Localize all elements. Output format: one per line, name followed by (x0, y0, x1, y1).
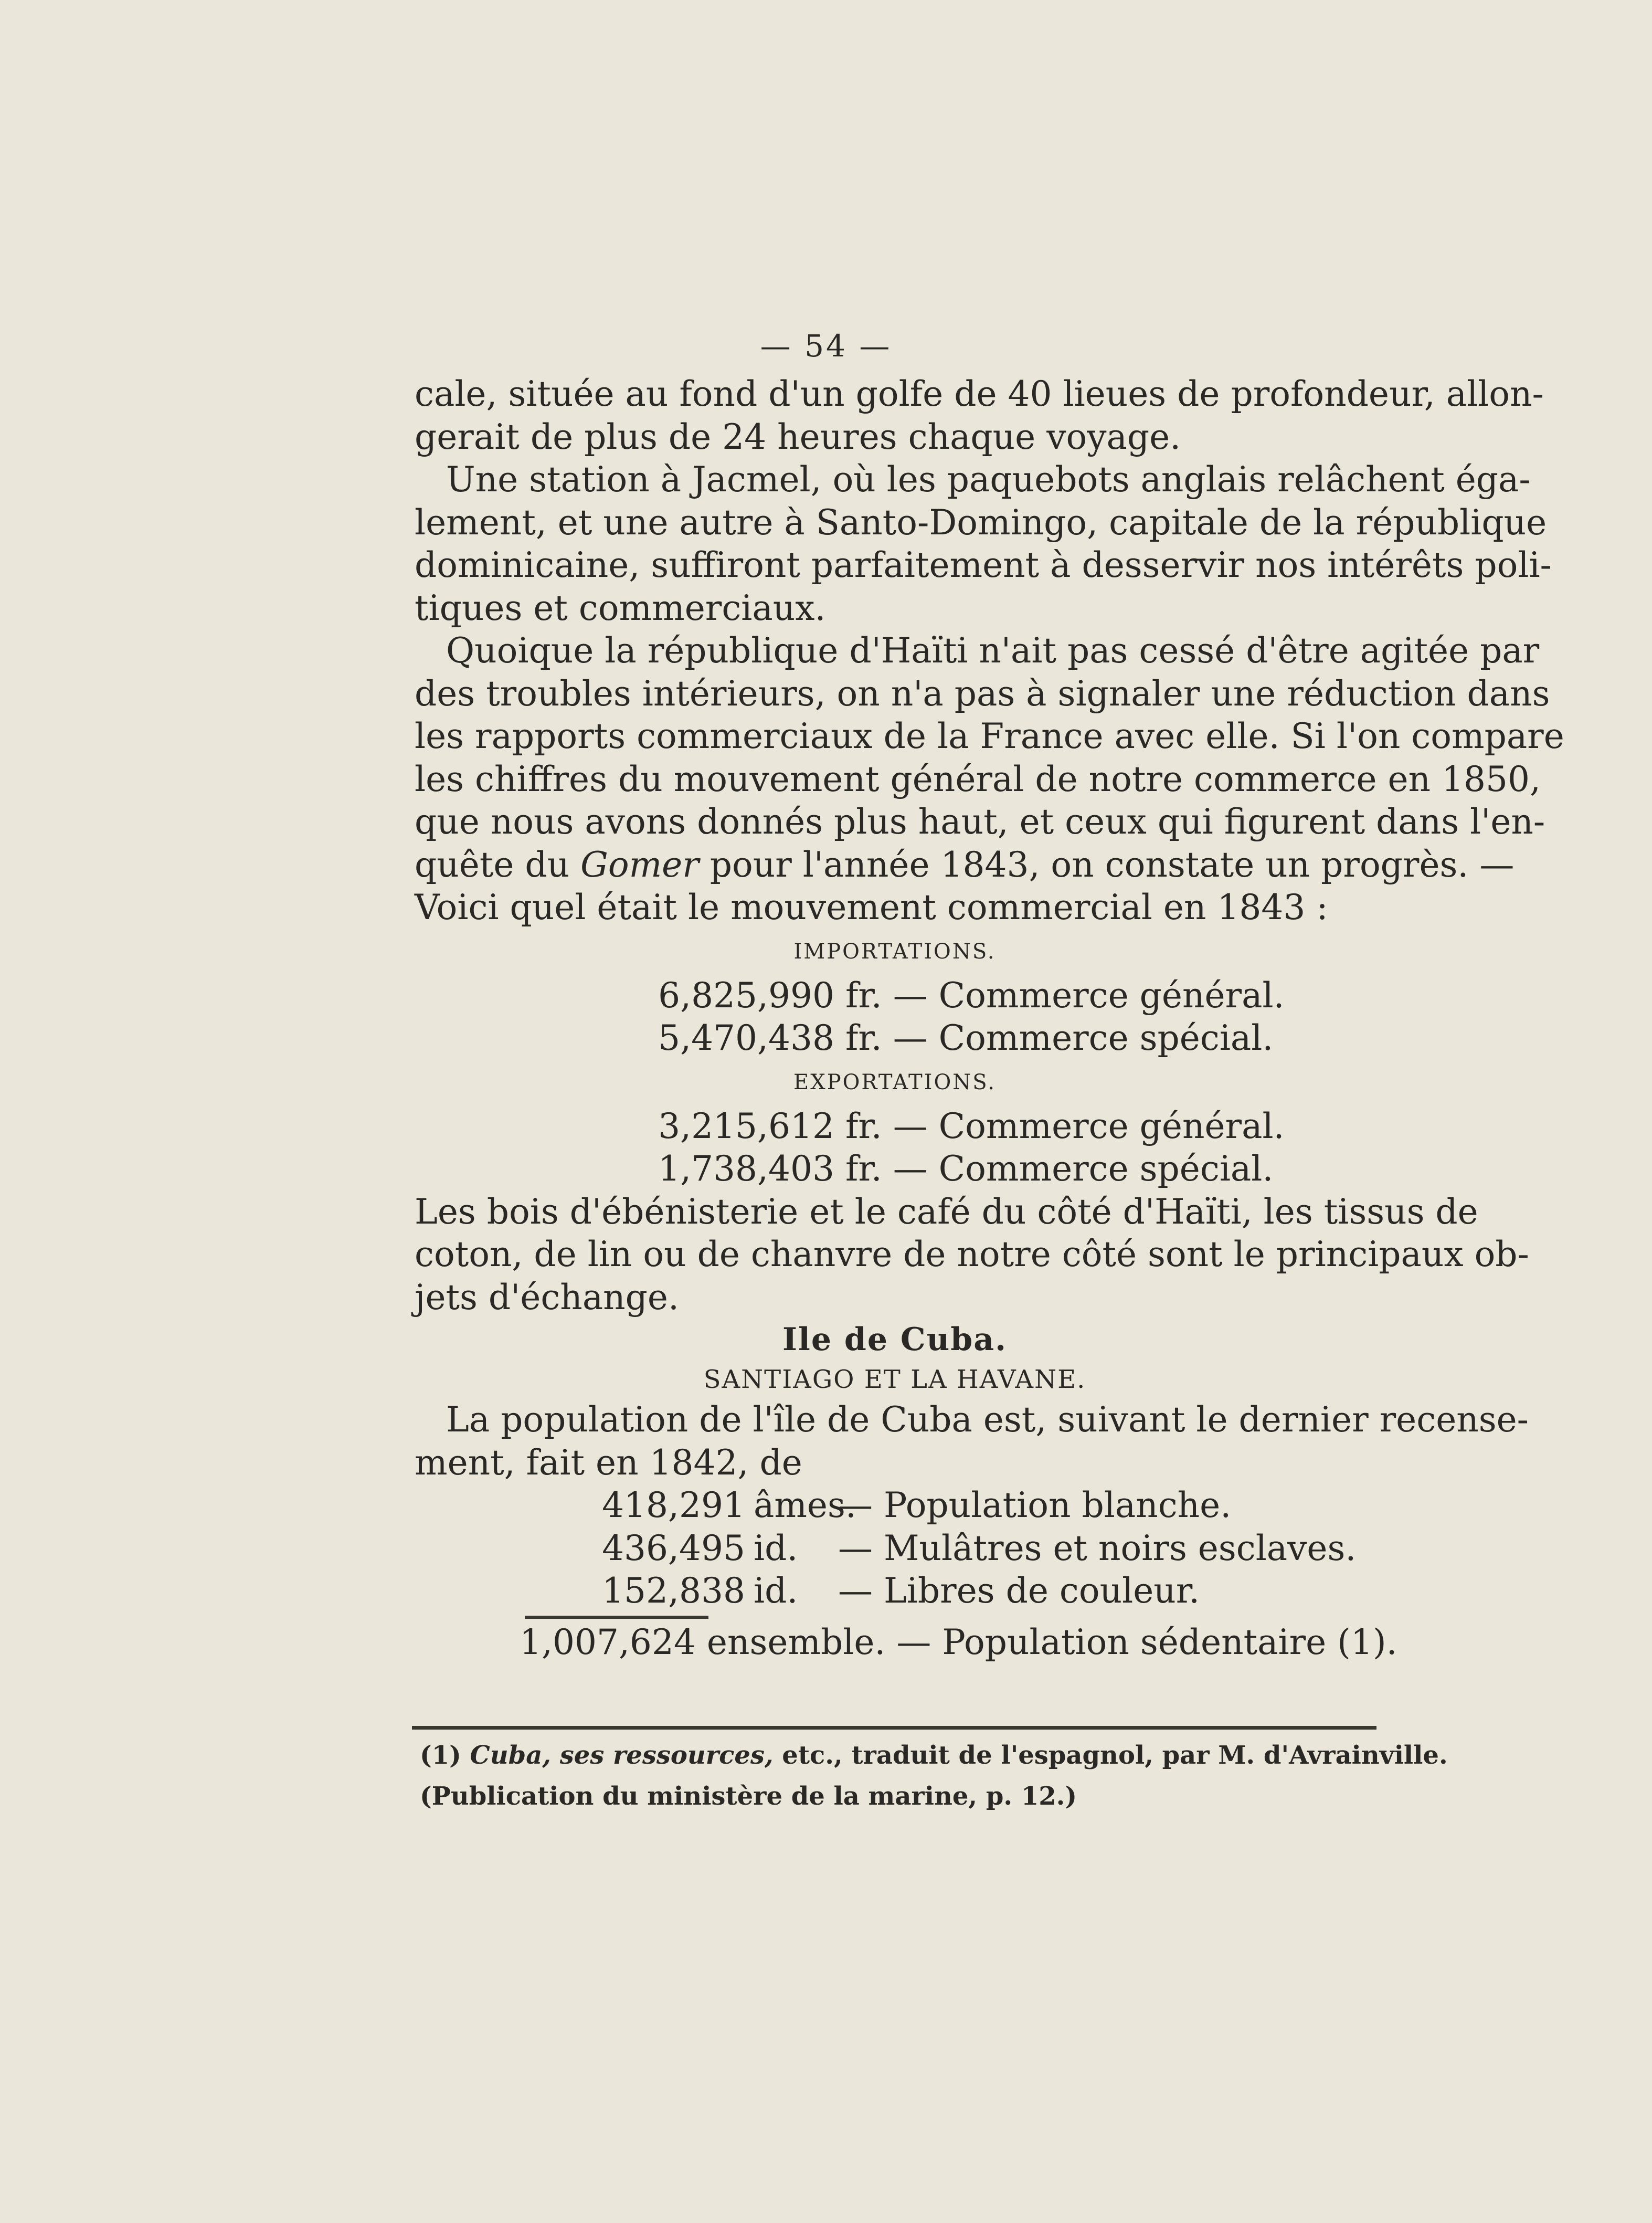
paragraph-exchange-goods (415, 1190, 1529, 1319)
amount: 436,495 (602, 1527, 745, 1568)
ship-name: Gomer (580, 844, 699, 885)
text-line: des troubles intérieurs, on n'a pas à signaler une réduction dans (415, 673, 1550, 714)
importations-heading: IMPORTATIONS. (793, 939, 996, 964)
footnote-rule (412, 1726, 1376, 1730)
figure-row (415, 974, 1375, 1017)
section-title: Ile de Cuba. (782, 1321, 1008, 1358)
figure-row (415, 1105, 1375, 1148)
description: — Libres de couleur. (838, 1571, 1200, 1611)
description: — Population blanche. (838, 1485, 1232, 1525)
amount: 6,825,990 (658, 975, 834, 1016)
page-number: — 54 — (760, 328, 892, 364)
population-row (415, 1484, 1375, 1527)
footnote-line (420, 1735, 1448, 1776)
text-line: Les bois d'ébénisterie et le café du côté d'Haïti, les tissus de (415, 1191, 1478, 1232)
text-line: les chiffres du mouvement général de notre commerce en 1850, (415, 758, 1541, 799)
text-line: dominicaine, suffiront parfaitement à desservir nos intérêts poli- (415, 545, 1552, 585)
page-body (415, 373, 1564, 1663)
paragraph-haiti-trade (415, 629, 1564, 929)
text-line: cale, située au fond d'un golfe de 40 lieues de profondeur, allon- (415, 374, 1544, 414)
text-line: Voici quel était le mouvement commercial en 1843 : (415, 887, 1328, 928)
unit: fr. (845, 1105, 882, 1146)
text-fragment: pour l'année 1843, on constate un progrès. — (698, 844, 1515, 885)
unit: id. (754, 1571, 798, 1611)
text-line: ment, fait en 1842, de (415, 1442, 802, 1483)
footnote-line: (Publication du ministère de la marine, p. 12.) (420, 1782, 1077, 1811)
description: — Commerce spécial. (893, 1149, 1274, 1189)
section-subtitle: SANTIAGO ET LA HAVANE. (703, 1365, 1086, 1394)
text-line: tiques et commerciaux. (415, 587, 826, 628)
text-line: gerait de plus de 24 heures chaque voyage. (415, 416, 1181, 457)
importations-table (415, 974, 1375, 1060)
text-line: que nous avons donnés plus haut, et ceux qui figurent dans l'en- (415, 802, 1545, 842)
unit: fr. (845, 1149, 882, 1189)
description: — Commerce général. (893, 975, 1285, 1016)
paragraph-stations (415, 458, 1552, 629)
amount: 5,470,438 (658, 1018, 834, 1058)
total-label: ensemble. — Population sédentaire (1). (706, 1621, 1397, 1662)
exportations-table (415, 1105, 1375, 1190)
amount: 1,738,403 (658, 1149, 834, 1189)
cited-title: Cuba, ses ressources, (470, 1741, 774, 1770)
text-line: Une station à Jacmel, où les paquebots anglais relâchent éga- (446, 459, 1531, 500)
population-row (415, 1569, 1375, 1613)
population-total (415, 1621, 1397, 1664)
amount: 418,291 (602, 1485, 745, 1525)
exportations-heading: EXPORTATIONS. (793, 1070, 996, 1094)
description: — Commerce général. (893, 1105, 1285, 1146)
figure-row (415, 1017, 1375, 1060)
text-line: coton, de lin ou de chanvre de notre côté sont le principaux ob- (415, 1234, 1529, 1274)
unit: fr. (845, 1018, 882, 1058)
unit: âmes. (754, 1485, 856, 1525)
unit: id. (754, 1527, 798, 1568)
text-line: lement, et une autre à Santo-Domingo, capitale de la république (415, 502, 1547, 543)
unit: fr. (845, 975, 882, 1016)
text-line (415, 844, 1515, 887)
text-fragment: quête du (415, 844, 581, 885)
sum-rule (525, 1616, 708, 1619)
total-amount: 1,007,624 (520, 1621, 696, 1662)
paragraph-continuation (415, 373, 1544, 458)
text-line: Quoique la république d'Haïti n'ait pas cessé d'être agitée par (446, 630, 1540, 671)
population-table (415, 1484, 1397, 1663)
footnote-marker: (1) (420, 1741, 470, 1770)
text-fragment: etc., traduit de l'espagnol, par M. d'Avrainville. (773, 1741, 1448, 1770)
text-line: jets d'échange. (415, 1277, 679, 1318)
amount: 3,215,612 (658, 1105, 834, 1146)
description: — Commerce spécial. (893, 1018, 1274, 1058)
paragraph-cuba-population (415, 1398, 1529, 1484)
figure-row (415, 1147, 1375, 1190)
text-line: les rapports commerciaux de la France avec elle. Si l'on compare (415, 716, 1564, 756)
footnote (420, 1735, 1448, 1817)
description: — Mulâtres et noirs esclaves. (838, 1527, 1357, 1568)
amount: 152,838 (602, 1571, 745, 1611)
text-line: La population de l'île de Cuba est, suivant le dernier recense- (446, 1399, 1529, 1440)
population-row (415, 1527, 1375, 1570)
